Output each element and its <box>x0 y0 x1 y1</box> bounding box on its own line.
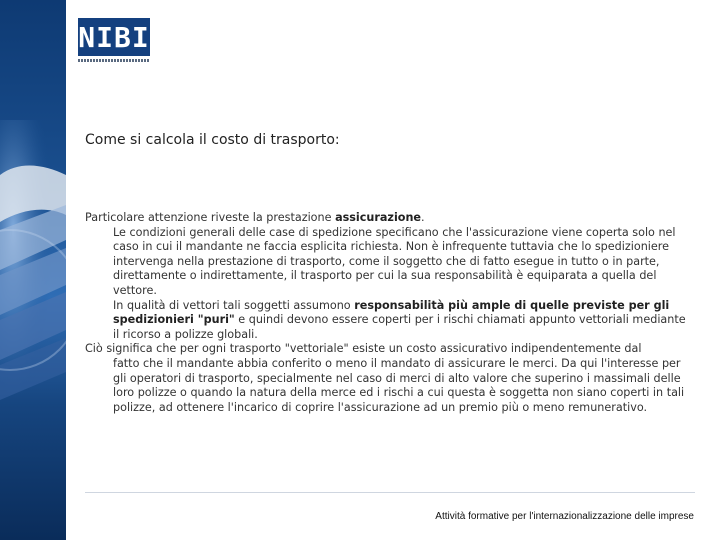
p1-period: . <box>421 211 425 224</box>
paragraph-1-detail-a: Le condizioni generali delle case di spedizione specificano che l'assicurazione viene coperta solo nel caso in cui il mandante ne faccia esplicita richiesta. Non è infrequente tuttavia che lo spedizioniere intervenga nella prestazione di trasporto, come il soggetto che di fatto esegue in tutto o in parte, direttamente o indirettamente, il trasporto per cui la sua responsabilità è equiparata a quella del vettore. <box>113 225 676 297</box>
slide-title: Come si calcola il costo di trasporto: <box>85 132 340 148</box>
logo-text: NIBI <box>78 20 150 54</box>
p1b-post: e quindi devono essere coperti per i rischi chiamati appunto vettoriali mediante il ricorso a polizze globali. <box>113 313 686 341</box>
nibi-logo <box>78 18 150 56</box>
footer-text: Attività formative per l'internazionalizzazione delle imprese <box>435 511 694 522</box>
paragraph-2-cont: fatto che il mandante abbia conferito o meno il mandato di assicurare le merci. Da qui l'interesse per gli operatori di trasporto, specialmente nel caso di merci di alto valore che superino i massimali delle loro polizze o quando la natura della merce ed i rischi a cui questa è soggetta non siano coperti in tali polizze, ad ottenere l'incarico di coprire l'assicurazione ad un premio più o meno remunerativo. <box>113 356 685 414</box>
decorative-side-band <box>0 0 66 540</box>
p1-bold: assicurazione <box>335 211 422 224</box>
p1-text: Particolare attenzione riveste la prestazione <box>85 211 336 224</box>
p1b-text: In qualità di vettori tali soggetti assumono <box>113 298 355 312</box>
hands-globe-illustration <box>0 0 66 540</box>
p1b-bold: responsabilità più ample di quelle previste per gli spedizionieri "puri" <box>113 298 670 327</box>
logo-tagline-mark <box>78 59 150 62</box>
paragraph-2: Ciò significa che per ogni trasporto "vettoriale" esiste un costo assicurativo indipendentemente dal <box>85 342 642 356</box>
footer-divider <box>85 492 695 493</box>
slide-body <box>85 211 693 415</box>
paragraph-1 <box>85 211 693 226</box>
paragraph-1-detail-b <box>113 299 693 343</box>
